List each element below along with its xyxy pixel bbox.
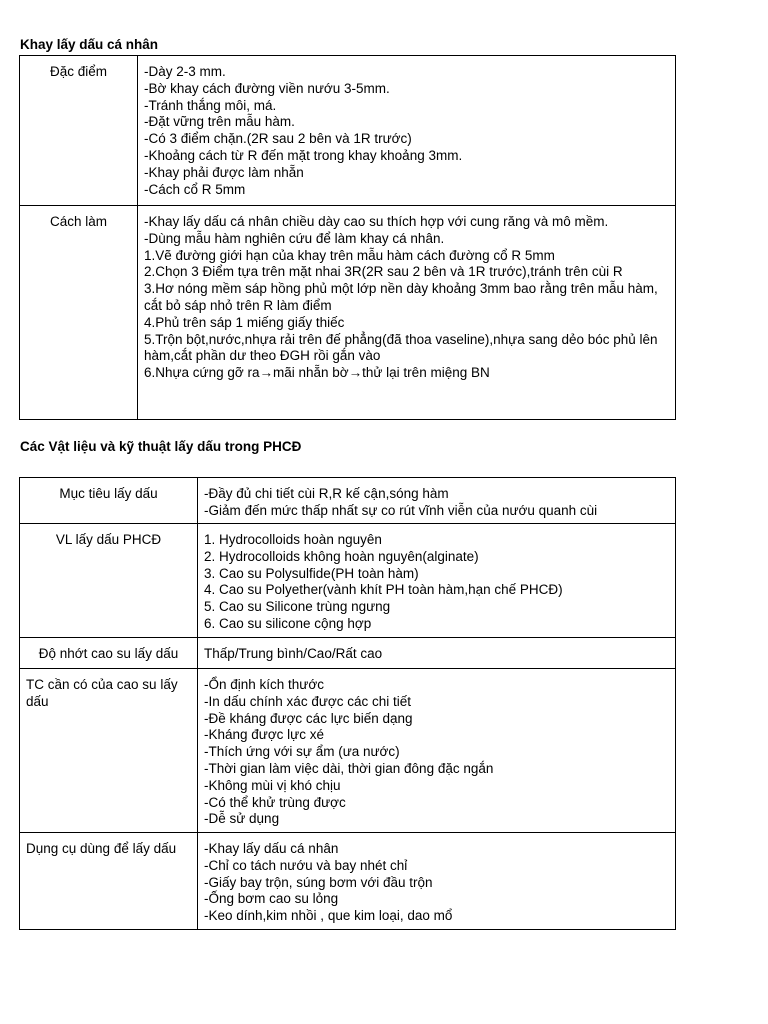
list-item: -Dễ sử dụng [204, 811, 280, 827]
list-item: -In dấu chính xác được các chi tiết [204, 693, 411, 709]
materials-table [19, 477, 676, 930]
list-item: -Có 3 điểm chặn.(2R sau 2 bên và 1R trước) [144, 131, 412, 147]
row-content-properties [198, 669, 676, 833]
list-item: -Giấy bay trộn, súng bơm với đầu trộn [204, 874, 433, 890]
list-item: -Dùng mẫu hàm nghiên cứu để làm khay cá nhân. [144, 230, 445, 246]
list-item: -Đề kháng được các lực biến dạng [204, 710, 413, 726]
row-content-materials [198, 524, 676, 638]
table-row [20, 638, 676, 669]
list-item: -Đặt vững trên mẫu hàm. [144, 114, 295, 130]
table-row [20, 206, 676, 420]
list-item: -Khay lấy dấu cá nhân chiều dày cao su thích hợp với cung răng và mô mềm. [144, 214, 609, 229]
list-item: -Cách cổ R 5mm [144, 181, 246, 197]
row-label-method: Cách làm [20, 206, 138, 420]
list-item: 5. Cao su Silicone trùng ngưng [204, 599, 391, 615]
row-label-materials: VL lấy dấu PHCĐ [20, 524, 198, 638]
list-item: 2. Hydrocolloids không hoàn nguyên(alginate) [204, 548, 479, 564]
row-content-instruments [198, 833, 676, 930]
table-row [20, 833, 676, 930]
list-item: -Khoảng cách từ R đến mặt trong khay khoảng 3mm. [144, 147, 463, 163]
custom-tray-table [19, 55, 676, 420]
list-item: -Ống bơm cao su lỏng [204, 891, 339, 907]
section-title-custom-tray: Khay lấy dấu cá nhân [20, 37, 159, 52]
list-item: -Kháng được lực xé [204, 727, 324, 743]
row-content-objective [198, 478, 676, 524]
row-label-instruments: Dụng cụ dùng để lấy dấu [20, 833, 198, 930]
row-label-viscosity: Độ nhớt cao su lấy dấu [20, 638, 198, 669]
row-label-objective: Mục tiêu lấy dấu [20, 478, 198, 524]
list-item: 6. Cao su silicone cộng hợp [204, 615, 372, 631]
list-item: -Đầy đủ chi tiết cùi R,R kế cận,sóng hàm [204, 486, 449, 501]
row-content-characteristics [138, 56, 676, 206]
row-content-viscosity [198, 638, 676, 669]
list-item: 4. Cao su Polyether(vành khít PH toàn hàm,hạn chế PHCĐ) [204, 582, 563, 598]
row-label-properties: TC cần có của cao su lấy dấu [20, 669, 198, 833]
list-item: -Khay lấy dấu cá nhân [204, 841, 339, 856]
list-item: -Giảm đến mức thấp nhất sự co rút vĩnh viễn của nướu quanh cùi [204, 502, 598, 518]
list-item: -Thời gian làm việc dài, thời gian đông đặc ngắn [204, 760, 494, 776]
list-item: 3.Hơ nóng mềm sáp hồng phủ một lớp nền dày khoảng 3mm bao rằng trên mẫu hàm, cắt bỏ sáp nhỏ trên R làm điểm [144, 281, 658, 313]
table-row [20, 669, 676, 833]
list-item: 6.Nhựa cứng gỡ ra→mãi nhẵn bờ→thử lại trên miệng BN [144, 365, 490, 381]
list-item: Thấp/Trung bình/Cao/Rất cao [204, 646, 383, 661]
list-item: -Không mùi vị khó chịu [204, 777, 341, 793]
list-item: 3. Cao su Polysulfide(PH toàn hàm) [204, 565, 419, 581]
table-row [20, 524, 676, 638]
section-title-materials: Các Vật liệu và kỹ thuật lấy dấu trong PHCĐ [20, 439, 302, 454]
row-content-method [138, 206, 676, 420]
table-row [20, 56, 676, 206]
list-item: -Chỉ co tách nướu và bay nhét chỉ [204, 857, 408, 873]
list-item: -Thích ứng với sự ẩm (ưa nước) [204, 744, 400, 760]
list-item: 1. Hydrocolloids hoàn nguyên [204, 532, 382, 547]
row-label-characteristics: Đặc điểm [20, 56, 138, 206]
list-item: -Tránh thắng môi, má. [144, 97, 277, 113]
list-item: -Bờ khay cách đường viền nướu 3-5mm. [144, 80, 390, 96]
list-item: -Có thể khử trùng được [204, 794, 346, 810]
list-item: -Dày 2-3 mm. [144, 64, 226, 79]
list-item: -Keo dính,kim nhồi , que kim loại, dao mổ [204, 908, 453, 924]
list-item: -Ổn định kích thước [204, 677, 324, 692]
list-item: 2.Chọn 3 Điểm tựa trên mặt nhai 3R(2R sau 2 bên và 1R trước),tránh trên cùi R [144, 264, 623, 280]
table-row [20, 478, 676, 524]
list-item: -Khay phải được làm nhẵn [144, 164, 304, 180]
list-item: 5.Trộn bột,nước,nhựa rải trên đế phẳng(đã thoa vaseline),nhựa sang dẻo bóc phủ lên hàm,cắt phần dư theo ĐGH rồi gắn vào [144, 331, 658, 364]
list-item: 1.Vẽ đường giới hạn của khay trên mẫu hàm cách đường cổ R 5mm [144, 247, 555, 263]
list-item: 4.Phủ trên sáp 1 miếng giấy thiếc [144, 314, 345, 330]
